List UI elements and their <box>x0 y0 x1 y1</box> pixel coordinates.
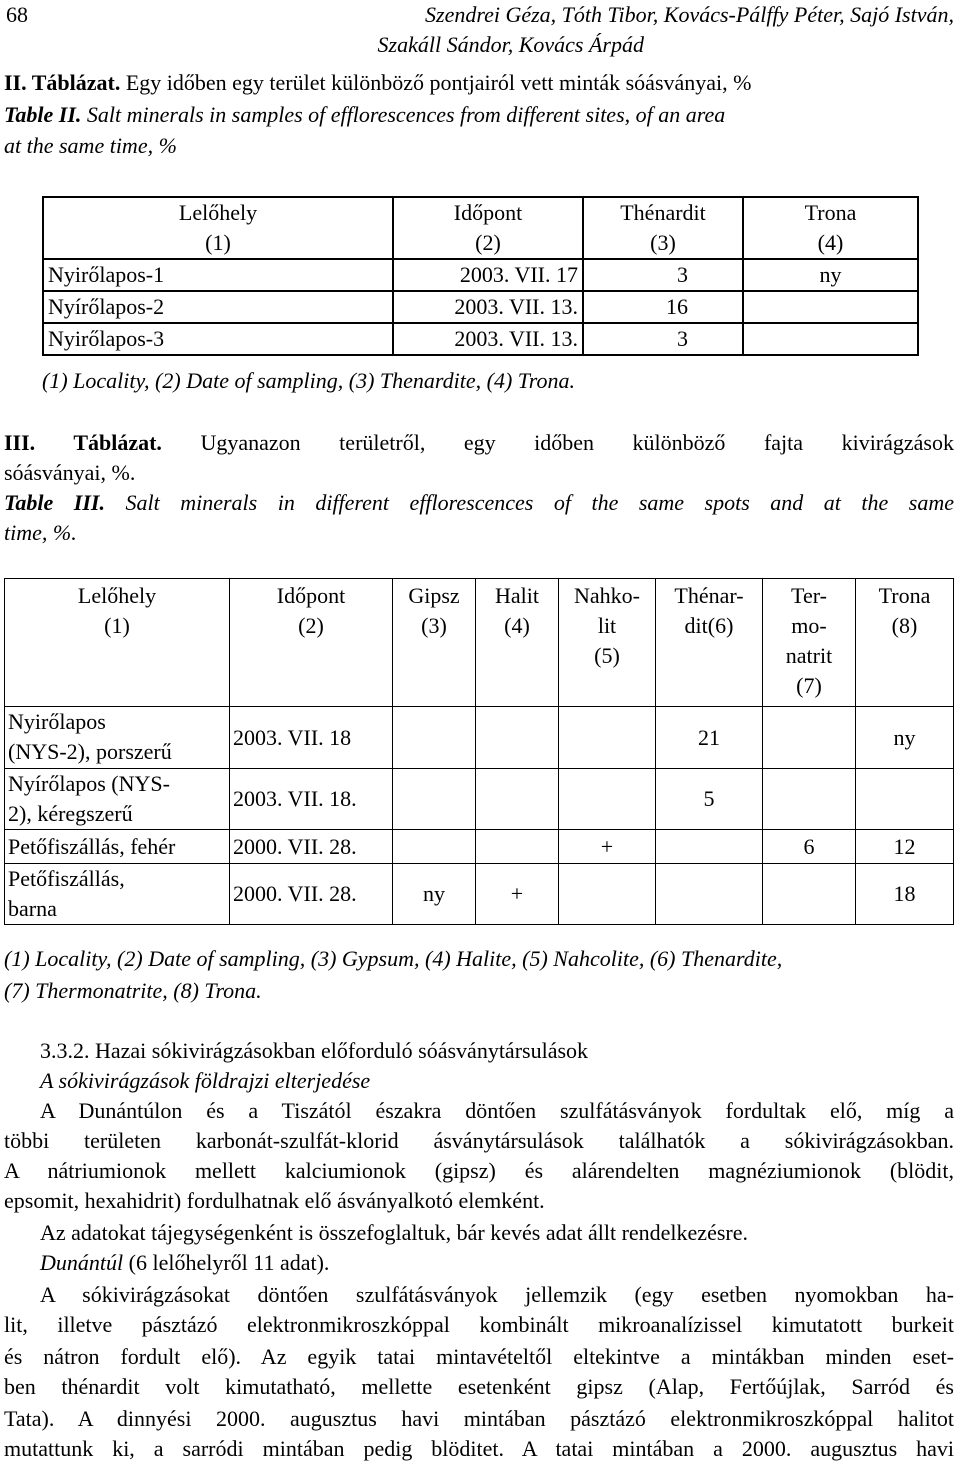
table3-caption-hu <box>4 428 954 458</box>
table-row <box>43 291 918 323</box>
header-line: (2) <box>298 613 324 638</box>
cell-gipsz: ny <box>393 864 476 925</box>
table3-caption-hu-text: Ugyanazon területről, egy időben különböző fajta kivirágzások <box>161 430 954 455</box>
table2-header-thenardit <box>583 197 743 259</box>
cell-gipsz <box>393 707 476 769</box>
header-label: Thénardit <box>620 200 706 225</box>
section-heading: 3.3.2. Hazai sókivirágzásokban előforduló sóásványtársulások <box>40 1038 589 1063</box>
cell-date: 2000. VII. 28. <box>230 864 393 925</box>
cell-site <box>5 769 230 830</box>
header-line: Halit <box>495 583 539 608</box>
table3-caption-en-text: Salt minerals in different efflorescences of the same spots and at the same <box>104 490 954 515</box>
table-2 <box>42 196 919 356</box>
paragraph-4-line: Tata). A dinnyési 2000. augusztus havi mintában pásztázó elektronmikroszkóppal halitot <box>4 1406 954 1431</box>
cell-trona: ny <box>743 259 918 291</box>
header-line: (5) <box>594 643 620 668</box>
cell-site: Nyírőlapos-2 <box>43 291 393 323</box>
table3-header-termonatrit <box>763 579 856 707</box>
header-label: Lelőhely <box>178 200 258 225</box>
cell-thenardit: 16 <box>583 291 743 323</box>
paragraph-4-line: A sókivirágzásokat döntően szulfátásványok jellemzik (egy esetben nyomokban ha- <box>40 1282 954 1307</box>
cell-site-line-1: Nyirőlapos <box>8 709 106 734</box>
header-num: (1) <box>205 230 231 255</box>
cell-halit <box>476 769 559 830</box>
header-num: (3) <box>650 230 676 255</box>
cell-thenardit: 3 <box>583 323 743 355</box>
cell-site: Nyirőlapos-1 <box>43 259 393 291</box>
cell-date: 2003. VII. 17 <box>393 259 583 291</box>
paragraph-4-line: és nátron fordult elő). Az egyik tatai mintavételtől eltekintve a mintákban minden eset- <box>4 1344 954 1369</box>
table2-label-hu: II. Táblázat. <box>4 70 121 95</box>
cell-thenardit: 5 <box>656 769 763 830</box>
table2-caption-hu-text: Egy időben egy terület különböző pontjairól vett minták sóásványai, % <box>120 70 752 95</box>
header-line: Thénar- <box>674 583 744 608</box>
table3-caption-en <box>4 488 954 518</box>
paragraph-4-line: mutattunk ki, a sarródi mintában pedig blöditet. A tatai mintában a 2000. augusztus havi <box>4 1436 954 1461</box>
paragraph-1-line: A Dunántúlon és a Tiszától északra döntően szulfátásványok fordultak elő, míg a <box>40 1098 954 1123</box>
header-line: lit <box>597 613 617 638</box>
header-line: (7) <box>796 673 822 698</box>
cell-trona <box>856 769 954 830</box>
table2-label-en: Table II. <box>4 102 82 127</box>
cell-thenardit <box>656 830 763 864</box>
cell-trona: 18 <box>856 864 954 925</box>
cell-site-line-2: 2), kéregszerű <box>8 801 133 826</box>
cell-halit <box>476 830 559 864</box>
cell-termonatrit: 6 <box>763 830 856 864</box>
cell-date: 2003. VII. 18. <box>230 769 393 830</box>
cell-trona <box>743 291 918 323</box>
cell-halit <box>476 707 559 769</box>
cell-site: Nyirőlapos-3 <box>43 323 393 355</box>
cell-date: 2003. VII. 18 <box>230 707 393 769</box>
header-line: Időpont <box>276 583 346 608</box>
header-line: Lelőhely <box>77 583 157 608</box>
cell-thenardit <box>656 864 763 925</box>
authors-line-1: Szendrei Géza, Tóth Tibor, Kovács-Pálffy Péter, Sajó István, <box>425 2 954 27</box>
table3-header-thenardit <box>656 579 763 707</box>
table3-header-gipsz <box>393 579 476 707</box>
table3-caption-hu-2: sóásványai, %. <box>4 460 136 485</box>
table-row <box>43 259 918 291</box>
cell-thenardit: 3 <box>583 259 743 291</box>
header-line: natrit <box>785 643 833 668</box>
page-number: 68 <box>6 2 28 27</box>
cell-gipsz <box>393 830 476 864</box>
header-line: (3) <box>421 613 447 638</box>
header-line: mo- <box>791 613 827 638</box>
authors-line-2: Szakáll Sándor, Kovács Árpád <box>377 32 644 57</box>
cell-trona: ny <box>856 707 954 769</box>
table-row <box>5 864 954 925</box>
cell-site-line-2: barna <box>8 896 57 921</box>
table3-header-date <box>230 579 393 707</box>
header-line: (4) <box>504 613 530 638</box>
cell-nahkolit: + <box>559 830 656 864</box>
table2-caption-en-2: at the same time, % <box>4 133 177 158</box>
cell-date: 2003. VII. 13. <box>393 291 583 323</box>
region-dunantul: Dunántúl <box>40 1250 124 1275</box>
cell-site <box>5 707 230 769</box>
region-count: (6 lelőhelyről 11 adat). <box>123 1250 330 1275</box>
cell-site: Petőfiszállás, fehér <box>5 830 230 864</box>
table2-caption-en-text: Salt minerals in samples of efflorescences from different sites, of an area <box>81 102 726 127</box>
table2-caption-hu <box>4 68 954 98</box>
paragraph-4-line: lit, illetve pásztázó elektronmikroszkóppal kombinált mikroanalízissel kimutatott burkeit <box>4 1312 954 1337</box>
cell-site-line-1: Nyírőlapos (NYS- <box>8 771 170 796</box>
cell-site <box>5 864 230 925</box>
table3-header-nahkolit <box>559 579 656 707</box>
table-row <box>5 830 954 864</box>
header-line: Ter- <box>791 583 827 608</box>
table3-header-trona <box>856 579 954 707</box>
paragraph-4-line: ben thénardit volt kimutatható, mellette esetenként gipsz (Alap, Fertőújlak, Sarród és <box>4 1374 954 1399</box>
table3-footnote-2: (7) Thermonatrite, (8) Trona. <box>4 978 262 1003</box>
paragraph-3 <box>4 1248 954 1278</box>
table3-header-row <box>5 579 954 707</box>
table-3 <box>4 578 954 925</box>
table3-header-halit <box>476 579 559 707</box>
header-line: Gipsz <box>408 583 460 608</box>
cell-termonatrit <box>763 769 856 830</box>
section-subheading: A sókivirágzások földrajzi elterjedése <box>40 1068 371 1093</box>
table2-footnote: (1) Locality, (2) Date of sampling, (3) Thenardite, (4) Trona. <box>42 368 576 393</box>
header-num: (2) <box>475 230 501 255</box>
cell-thenardit: 21 <box>656 707 763 769</box>
header-line: Trona <box>878 583 931 608</box>
cell-nahkolit <box>559 707 656 769</box>
table2-caption-en <box>4 100 954 130</box>
header-line: dit(6) <box>684 613 734 638</box>
paragraph-1-line: epsomit, hexahidrit) fordulhatnak elő ásványalkotó elemként. <box>4 1188 545 1213</box>
cell-site-line-1: Petőfiszállás, <box>8 866 125 891</box>
header-line: (8) <box>891 613 918 638</box>
table3-footnote-1: (1) Locality, (2) Date of sampling, (3) Gypsum, (4) Halite, (5) Nahcolite, (6) Thenardite, <box>4 946 783 971</box>
header-label: Időpont <box>453 200 523 225</box>
table-row <box>5 707 954 769</box>
table2-header-date <box>393 197 583 259</box>
paragraph-1-line: A nátriumionok mellett kalciumionok (gipsz) és alárendelten magnéziumionok (blödit, <box>4 1158 954 1183</box>
table3-label-hu: III. Táblázat. <box>4 430 162 455</box>
cell-halit: + <box>476 864 559 925</box>
cell-gipsz <box>393 769 476 830</box>
paragraph-2: Az adatokat tájegységenként is összefoglaltuk, bár kevés adat állt rendelkezésre. <box>40 1220 748 1245</box>
header-line: Nahko- <box>574 583 640 608</box>
cell-trona <box>743 323 918 355</box>
cell-site-line-2: (NYS-2), porszerű <box>8 739 172 764</box>
header-num: (4) <box>817 230 844 255</box>
header-label: Trona <box>804 200 857 225</box>
cell-trona: 12 <box>856 830 954 864</box>
table-row <box>5 769 954 830</box>
table3-label-en: Table III. <box>4 490 105 515</box>
table3-header-site <box>5 579 230 707</box>
cell-nahkolit <box>559 769 656 830</box>
paragraph-1-line: többi területen karbonát-szulfát-klorid ásványtársulások találhatók a sókivirágzásokban. <box>4 1128 954 1153</box>
cell-nahkolit <box>559 864 656 925</box>
cell-termonatrit <box>763 707 856 769</box>
cell-date: 2000. VII. 28. <box>230 830 393 864</box>
table2-header-site <box>43 197 393 259</box>
table-row <box>43 323 918 355</box>
cell-termonatrit <box>763 864 856 925</box>
header-line: (1) <box>104 613 130 638</box>
table3-caption-en-2: time, %. <box>4 520 77 545</box>
table2-header-trona <box>743 197 918 259</box>
cell-date: 2003. VII. 13. <box>393 323 583 355</box>
table2-header-row <box>43 197 918 259</box>
